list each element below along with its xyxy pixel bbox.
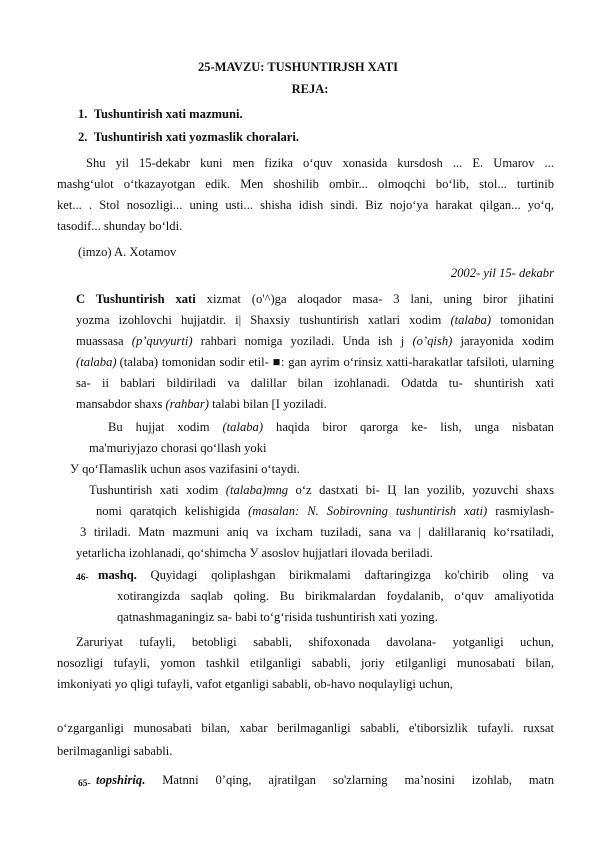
theory-line [108, 419, 554, 435]
task-line [96, 772, 554, 788]
theory-text: nomi qaratqich kelishigida [96, 504, 249, 518]
phrases-line: berilmaganligi sababli. [57, 744, 173, 758]
theory-line [89, 482, 554, 498]
letter-signature: (imzo) A. Xotamov [78, 245, 177, 259]
theory-line: ma'muriyjazo chorasi qo‘llash yoki [89, 441, 267, 455]
letter-date: 2002- yil 15- dekabr [450, 266, 554, 280]
theory-text: o‘z dastxati bi- Ц lan yozilib, yozuvchi shaxs [288, 483, 554, 497]
exercise-number [76, 568, 89, 586]
theory-text: mansabdor shaxs [76, 397, 166, 411]
exercise-line: qatnashmaganingiz sa- babi to‘g‘risida tushuntirish xati yozing. [117, 610, 438, 624]
task-text: Matnni 0’qing, ajratilgan so'zlarning ma’nosini izohlab, matn [145, 773, 554, 787]
theory-text: rahbari nomiga yoziladi. Unda ish j [192, 334, 413, 348]
theory-italic: (talaba)mng [225, 483, 289, 497]
letter-line: mashg‘ulot o‘tkazayotgan edik. Men shoshilib ombir... olmoqchi bo‘lib, stol... turtinib [57, 177, 554, 191]
phrases-line: o‘zgarganligi munosabati bilan, xabar berilmaganligi sababli, e'tiborsizlik tufayli. ruxsat [57, 721, 554, 735]
phrases-line: imkoniyati yo qligi tufayli, vafot etganligi sababli, ob-havo noqulayligi uchun, [57, 677, 453, 691]
theory-italic: (rahbar) [165, 397, 209, 411]
plan-item-number: 1. [78, 107, 88, 121]
theory-text: (talaba) tomonidan sodir etil- ■: gan ayrim o‘rinsiz xatti-harakatlar tafsiloti, ularning [119, 355, 554, 369]
theory-text: jarayonida xodim [452, 334, 554, 348]
plan-item-1 [78, 106, 243, 122]
plan-heading: REJA: [291, 82, 329, 96]
theory-line [76, 396, 327, 412]
theory-line [96, 503, 554, 519]
theory-italic: (p’quvyurti) [131, 334, 193, 348]
plan-item-2 [78, 129, 299, 145]
theory-line: sa- ii bablari bildiriladi va dalillar bilan izohlanadi. Odatda tu- shuntirish xati [76, 376, 554, 390]
theory-text: tomonidan [491, 313, 554, 327]
exercise-number-text: 46- [76, 573, 89, 583]
theory-italic: (o’qish) [412, 334, 453, 348]
exercise-line: xotirangizda saqlab qoling. Bu birikmalardan foydalanib, o‘quv amaliyotida [117, 589, 554, 603]
theory-italic: (talaba) [76, 355, 117, 369]
letter-line: ket... . Stol nosozligi... uning usti... shisha idish sindi. Biz nojo‘ya harakat qilgan... yo‘q, [57, 198, 554, 212]
task-number-text: 65- [78, 779, 91, 789]
theory-italic: (talaba) [450, 313, 492, 327]
task-number [78, 774, 91, 792]
exercise-text: Quyidagi qoliplashgan birikmalami daftaringizga ko'chirib oling va [136, 568, 554, 582]
exercise-line [98, 567, 554, 583]
theory-line [76, 333, 554, 349]
plan-item-text: Tushuntirish xati yozmaslik choralari. [93, 130, 300, 144]
theory-line: У qo‘Пamaslik uchun asos vazifasini o‘taydi. [70, 462, 300, 476]
page-title: 25-MAVZU: TUSHUNTIRJSH XATI [197, 60, 399, 74]
theory-text: Tushuntirish xati xodim [89, 483, 226, 497]
theory-text: haqida biror qarorga ke- lish, unga nisbatan [263, 420, 554, 434]
theory-text: yozma izohlovchi hujjatdir. i| Shaxsiy tushuntirish xatlari xodim [76, 313, 451, 327]
theory-text: rasmiylash- [487, 504, 555, 518]
theory-line [76, 312, 554, 328]
theory-italic: (masalan: N. Sobirovning tushuntirish xati) [248, 504, 488, 518]
plan-item-text: Tushuntirish xati mazmuni. [93, 107, 243, 121]
phrases-line: Zaruriyat tufayli, betobligi sababli, shifoxonada davolana- yotganligi uchun, [76, 635, 554, 649]
theory-italic: (talaba) [222, 420, 264, 434]
letter-line: Shu yil 15-dekabr kuni men fizika o‘quv xonasida kursdosh ... E. Umarov ... [86, 156, 554, 170]
phrases-line: nosozligi tufayli, yomon tashkil etilganligi sababli, joriy etilganligi munosabati bilan, [57, 656, 554, 670]
theory-line: yetarlicha izohlanadi, qo‘shimcha У asoslov hujjatlari ilovada beriladi. [76, 546, 433, 560]
theory-text: xizmat (o'^)ga aloqador masa- 3 lani, uning biror jihatini [195, 292, 554, 306]
theory-line [76, 354, 554, 370]
theory-text: talabi bilan [I yoziladi. [208, 397, 327, 411]
letter-line: tasodif... shunday bo‘ldi. [57, 219, 183, 233]
task-label: topshiriq. [96, 773, 146, 787]
theory-text: muassasa [76, 334, 132, 348]
theory-line: 3 tiriladi. Matn mazmuni aniq va ixcham tuziladi, sana va | dalillaraniq ko‘rsatiladi, [80, 525, 554, 539]
term-tushuntirish-xati: C Tushuntirish xati [76, 292, 196, 306]
plan-item-number: 2. [78, 130, 88, 144]
theory-text: Bu hujjat xodim [108, 420, 223, 434]
theory-line [76, 291, 554, 307]
exercise-label: mashq. [98, 568, 137, 582]
